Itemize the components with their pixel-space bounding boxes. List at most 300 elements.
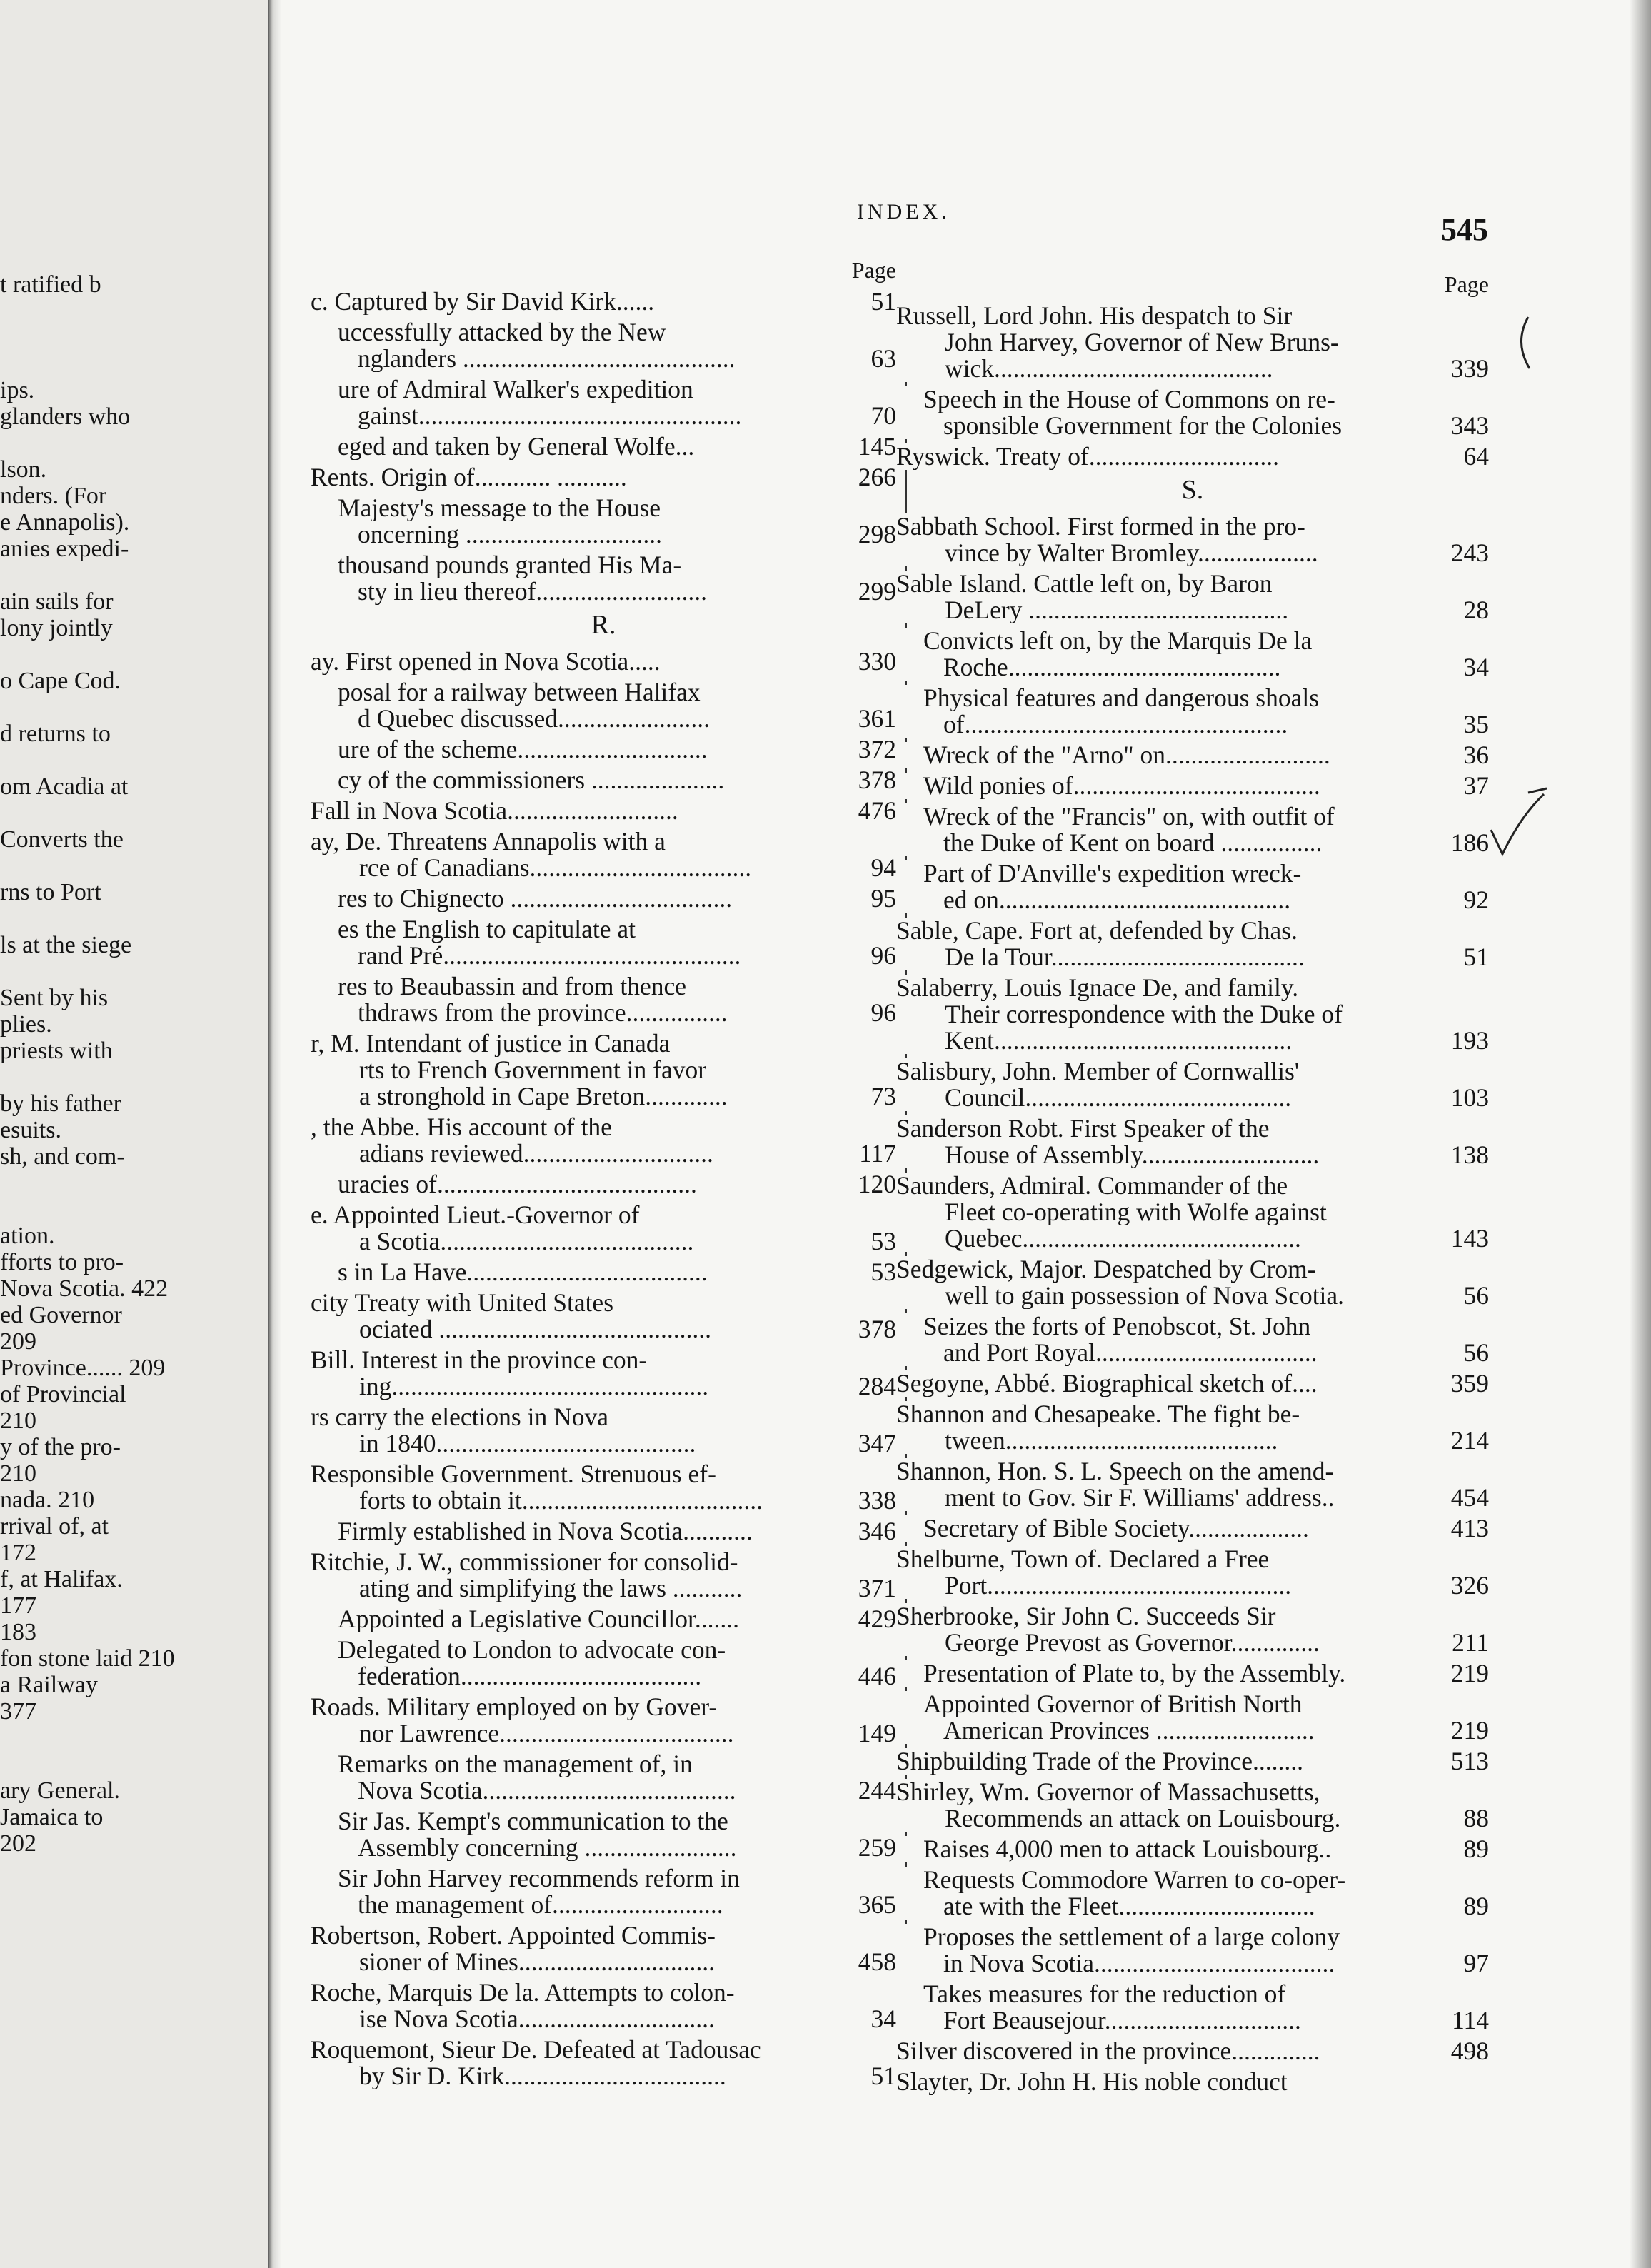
index-line-text: res to Beaubassin and from thence [338, 973, 686, 1000]
index-line-text: Convicts left on, by the Marquis De la [923, 628, 1313, 654]
index-subentry [896, 773, 1489, 799]
index-line [311, 1404, 896, 1430]
index-entry [896, 975, 1489, 1054]
index-line [311, 1228, 896, 1255]
index-line-text: res to Chignecto ................................... [338, 885, 733, 912]
index-subentry [311, 1808, 896, 1861]
index-line [896, 386, 1489, 413]
left-page-fragment-line: a Railway [0, 1672, 98, 1698]
page-reference: 346 [845, 1518, 896, 1545]
index-line-text: Wreck of the "Arno" on.......................... [923, 742, 1330, 768]
section-letter: S. [1181, 475, 1204, 505]
index-line-text: sponsible Government for the Colonies [943, 413, 1343, 439]
left-page-fragment-line: fon stone laid 210 [0, 1645, 175, 1672]
index-line-text: Sherbrooke, Sir John C. Succeeds Sir [896, 1603, 1276, 1630]
left-page-fragment-line: ls at the siege [0, 932, 132, 958]
index-line-text: Appointed a Legislative Councillor....... [338, 1606, 739, 1632]
index-line [311, 916, 896, 943]
index-line [311, 2063, 896, 2089]
index-line-text: a Scotia........................................ [359, 1228, 694, 1255]
page-edge-shadow [1630, 0, 1651, 2268]
index-entry [311, 798, 896, 824]
left-page-fragment-line: lson. [0, 456, 47, 483]
ink-check-mark [1485, 780, 1550, 865]
index-line [896, 860, 1489, 887]
index-line [896, 2069, 1489, 2095]
index-line-text: Quebec............................................ [945, 1225, 1301, 1252]
index-line [311, 2006, 896, 2032]
left-page-fragment-line: by his father [0, 1090, 121, 1117]
page-reference: 63 [845, 346, 896, 372]
index-line-text: Sedgewick, Major. Despatched by Crom- [896, 1256, 1316, 1283]
index-line-text: Shelburne, Town of. Declared a Free [896, 1546, 1270, 1572]
index-line [311, 1777, 896, 1804]
left-page-fragment-line: esuits. [0, 1117, 61, 1143]
left-page-fragment-line: Sent by his [0, 985, 109, 1011]
page-reference: 244 [845, 1777, 896, 1804]
index-line-text: Ritchie, J. W., commissioner for consolid- [311, 1549, 738, 1575]
index-line-text: federation...................................... [358, 1663, 702, 1690]
index-line [896, 654, 1489, 681]
index-line-text: sioner of Mines............................... [359, 1949, 715, 1975]
index-line [896, 1805, 1489, 1832]
left-page-fragment-line: Nova Scotia. 422 [0, 1275, 169, 1302]
index-column-left [311, 257, 896, 2094]
index-line-text: De la Tour........................................ [945, 944, 1305, 970]
index-line [311, 679, 896, 706]
page-reference: 53 [845, 1228, 896, 1255]
index-line-text: Ryswick. Treaty of.............................. [896, 443, 1280, 470]
left-page-fragment-line [0, 641, 268, 668]
left-page-fragment [0, 0, 268, 2268]
index-line [896, 1485, 1489, 1511]
index-line [896, 1691, 1489, 1717]
index-line [311, 648, 896, 675]
left-page-fragment-line [0, 1751, 268, 1777]
index-line [896, 1225, 1489, 1252]
page-reference: 298 [845, 521, 896, 548]
page-reference: 371 [845, 1575, 896, 1602]
index-line [896, 513, 1489, 540]
index-line-text: ociated ........................................... [359, 1316, 711, 1343]
index-line [896, 356, 1489, 382]
page-reference: 138 [1437, 1142, 1489, 1168]
index-line-text: of................................................... [943, 711, 1288, 738]
index-line [896, 830, 1489, 856]
index-line [311, 736, 896, 763]
index-line-text: ay, De. Threatens Annapolis with a [311, 828, 666, 855]
page-reference: 214 [1437, 1427, 1489, 1454]
index-column-right [896, 257, 1489, 2099]
index-subentry [896, 1981, 1489, 2034]
index-subentry [896, 1660, 1489, 1687]
index-line-text: Physical features and dangerous shoals [923, 685, 1320, 711]
index-line-text: e. Appointed Lieut.-Governor of [311, 1202, 640, 1228]
index-line [311, 2037, 896, 2063]
page-reference: 378 [845, 767, 896, 793]
index-line [896, 1924, 1489, 1950]
index-subentry [311, 376, 896, 429]
index-line [896, 1340, 1489, 1366]
index-line-text: Appointed Governor of British North [923, 1691, 1303, 1717]
index-line-text: nor Lawrence..................................... [359, 1720, 734, 1747]
index-line-text: House of Assembly............................ [945, 1142, 1320, 1168]
index-line-text: ment to Gov. Sir F. Williams' address.. [945, 1485, 1335, 1511]
left-page-fragment-line: priests with [0, 1038, 113, 1064]
index-line [896, 2038, 1489, 2064]
index-line [311, 1835, 896, 1861]
index-line-text: forts to obtain it...................................... [359, 1487, 763, 1514]
page-reference: 94 [845, 855, 896, 881]
left-page-fragment-line [0, 324, 268, 351]
index-subentry [896, 1691, 1489, 1744]
page-reference: 89 [1437, 1893, 1489, 1920]
index-entry [896, 2069, 1489, 2095]
page-reference: 70 [845, 403, 896, 429]
page-reference: 476 [845, 798, 896, 824]
page-reference: 361 [845, 706, 896, 732]
index-line-text: Wild ponies of....................................... [923, 773, 1320, 799]
index-line [896, 540, 1489, 566]
index-line-text: Fort Beausejour............................... [943, 2007, 1301, 2034]
index-line-text: posal for a railway between Halifax [338, 679, 701, 706]
left-page-fragment-line [0, 853, 268, 879]
index-entry [311, 1290, 896, 1343]
index-line [311, 1057, 896, 1083]
index-line [311, 706, 896, 732]
index-subentry [311, 1171, 896, 1198]
index-line-text: Fleet co-operating with Wolfe against [945, 1199, 1327, 1225]
index-line-text: s in La Have...................................... [338, 1259, 708, 1285]
index-line [896, 1748, 1489, 1775]
index-line [896, 1028, 1489, 1054]
index-entry [896, 513, 1489, 566]
index-line [311, 1892, 896, 1918]
left-page-fragment-line: of Provincial [0, 1381, 126, 1408]
left-page-text-column [0, 271, 268, 1857]
index-line [311, 1949, 896, 1975]
index-line [311, 828, 896, 855]
page-reference: 429 [845, 1606, 896, 1632]
left-page-fragment-line: nada. 210 [0, 1487, 95, 1513]
page-column-label: Page [851, 257, 896, 283]
page-reference: 186 [1437, 830, 1489, 856]
section-letter: R. [591, 610, 616, 640]
index-entry [311, 1694, 896, 1747]
index-line [311, 1259, 896, 1285]
page-reference: 103 [1437, 1085, 1489, 1111]
index-entry [311, 648, 896, 675]
index-line [896, 944, 1489, 970]
index-subentry [311, 973, 896, 1026]
page-reference: 114 [1437, 2007, 1489, 2034]
index-line-text: tween........................................... [945, 1427, 1278, 1454]
index-line [311, 1140, 896, 1167]
left-page-fragment-line: plies. [0, 1011, 52, 1038]
left-page-fragment-line: ation. [0, 1223, 55, 1249]
index-entry [896, 1546, 1489, 1599]
index-line-text: thdraws from the province................ [358, 1000, 728, 1026]
index-line [311, 1865, 896, 1892]
index-line-text: Sable Island. Cattle left on, by Baron [896, 571, 1273, 597]
index-line [896, 803, 1489, 830]
index-line [311, 1000, 896, 1026]
index-line [896, 1603, 1489, 1630]
index-line-text: ing.................................................. [359, 1373, 709, 1400]
left-page-fragment-line: 209 [0, 1328, 36, 1355]
book-gutter [268, 0, 281, 2268]
index-entry [311, 1404, 896, 1457]
index-entry [896, 1603, 1489, 1656]
index-line-text: Silver discovered in the province.............. [896, 2038, 1320, 2064]
index-entry [311, 1461, 896, 1514]
index-line [896, 2007, 1489, 2034]
index-line [896, 1001, 1489, 1028]
index-line-text: Shannon, Hon. S. L. Speech on the amend- [896, 1458, 1334, 1485]
index-line [896, 628, 1489, 654]
index-line [311, 552, 896, 578]
index-subentry [896, 386, 1489, 439]
index-line [311, 767, 896, 793]
index-line [311, 346, 896, 372]
index-line [311, 1430, 896, 1457]
index-line-text: oncerning ............................... [358, 521, 662, 548]
index-line [311, 1316, 896, 1343]
index-line [896, 1836, 1489, 1862]
index-line-text: rs carry the elections in Nova [311, 1404, 608, 1430]
index-line-text: d Quebec discussed........................ [358, 706, 710, 732]
index-entry [896, 1370, 1489, 1397]
index-line [311, 1347, 896, 1373]
left-page-fragment-line: Province...... 209 [0, 1355, 166, 1381]
index-line-text: thousand pounds granted His Ma- [338, 552, 682, 578]
left-page-fragment-line: fforts to pro- [0, 1249, 124, 1275]
index-line-text: Segoyne, Abbé. Biographical sketch of.... [896, 1370, 1318, 1397]
page-reference: 96 [845, 943, 896, 969]
index-line [311, 1487, 896, 1514]
index-entry [311, 288, 896, 315]
index-entry [896, 1779, 1489, 1832]
index-line-text: and Port Royal................................... [943, 1340, 1318, 1366]
index-line [896, 1867, 1489, 1893]
page-reference: 219 [1437, 1717, 1489, 1744]
index-line-text: ay. First opened in Nova Scotia..... [311, 648, 661, 675]
index-line [311, 1549, 896, 1575]
index-line-text: nglanders ........................................... [358, 346, 736, 372]
index-line [896, 1173, 1489, 1199]
index-line [311, 288, 896, 315]
page-reference: 88 [1437, 1805, 1489, 1832]
index-line-text: the Duke of Kent on board ................ [943, 830, 1323, 856]
page-column-label: Page [1444, 271, 1489, 297]
index-line [311, 1030, 896, 1057]
index-line [311, 1171, 896, 1198]
page-reference: 343 [1437, 413, 1489, 439]
index-subentry [311, 1637, 896, 1690]
index-line [311, 376, 896, 403]
index-subentry [311, 1259, 896, 1285]
index-subentry [311, 319, 896, 372]
page-reference: 299 [845, 578, 896, 605]
index-entry [311, 2037, 896, 2089]
left-page-fragment-line: ips. [0, 377, 35, 403]
index-line-text: American Provinces ......................... [943, 1717, 1315, 1744]
index-entry [311, 1922, 896, 1975]
index-entry [311, 1549, 896, 1602]
index-entry [311, 1980, 896, 2032]
index-entries-left [311, 288, 896, 2089]
index-subentry [311, 552, 896, 605]
index-line [311, 1518, 896, 1545]
index-line-text: Slayter, Dr. John H. His noble conduct [896, 2069, 1288, 2095]
index-line [896, 1427, 1489, 1454]
index-line-text: city Treaty with United States [311, 1290, 614, 1316]
index-line-text: Requests Commodore Warren to co-oper- [923, 1867, 1346, 1893]
index-line [311, 1637, 896, 1663]
index-entries-right [896, 303, 1489, 2095]
index-entry [896, 1256, 1489, 1309]
left-page-fragment-line: sh, and com- [0, 1143, 125, 1170]
index-subentry [311, 1865, 896, 1918]
page-reference: 513 [1437, 1748, 1489, 1775]
index-line-text: Nova Scotia........................................ [358, 1777, 736, 1804]
left-page-fragment-line: 177 [0, 1592, 36, 1619]
index-entry [896, 443, 1489, 470]
index-subentry [896, 685, 1489, 738]
page-reference: 145 [845, 433, 896, 460]
index-line-text: Salisbury, John. Member of Cornwallis' [896, 1058, 1300, 1085]
page-reference: 56 [1437, 1340, 1489, 1366]
index-line [896, 975, 1489, 1001]
page-reference: 347 [845, 1430, 896, 1457]
index-line [311, 464, 896, 491]
ink-bracket-mark [1508, 314, 1537, 371]
index-line [311, 943, 896, 969]
left-page-fragment-line: Converts the [0, 826, 124, 853]
index-line [896, 1458, 1489, 1485]
index-line-text: , the Abbe. His account of the [311, 1114, 612, 1140]
index-line-text: c. Captured by Sir David Kirk...... [311, 288, 655, 315]
page-reference: 73 [845, 1083, 896, 1110]
index-line [896, 571, 1489, 597]
index-entry [311, 1114, 896, 1167]
index-line-text: sty in lieu thereof........................... [358, 578, 708, 605]
index-line-text: ure of Admiral Walker's expedition [338, 376, 693, 403]
page-reference: 498 [1437, 2038, 1489, 2064]
index-line-text: es the English to capitulate at [338, 916, 636, 943]
index-line-text: Roads. Military employed on by Gover- [311, 1694, 718, 1720]
page-reference: 34 [1437, 654, 1489, 681]
index-entry [311, 828, 896, 881]
index-line [896, 1058, 1489, 1085]
page-reference: 51 [1437, 944, 1489, 970]
left-page-fragment-line: lony jointly [0, 615, 113, 641]
page-reference: 458 [845, 1949, 896, 1975]
index-line [311, 1606, 896, 1632]
index-line-text: Responsible Government. Strenuous ef- [311, 1461, 716, 1487]
index-subentry [311, 1518, 896, 1545]
index-line [896, 1572, 1489, 1599]
index-line [896, 918, 1489, 944]
index-entry [896, 1458, 1489, 1511]
page-reference: 193 [1437, 1028, 1489, 1054]
running-header-title: INDEX. [857, 200, 950, 224]
page-reference: 120 [845, 1171, 896, 1198]
index-line-text: Assembly concerning ........................ [358, 1835, 737, 1861]
page-reference: 378 [845, 1316, 896, 1343]
index-subentry [311, 767, 896, 793]
page-reference: 95 [845, 885, 896, 912]
page-reference: 143 [1437, 1225, 1489, 1252]
index-line [311, 403, 896, 429]
left-page-fragment-line [0, 298, 268, 324]
index-line [896, 1085, 1489, 1111]
index-line-text: Shannon and Chesapeake. The fight be- [896, 1401, 1300, 1427]
index-line [896, 1283, 1489, 1309]
index-subentry [896, 1313, 1489, 1366]
page-reference: 36 [1437, 742, 1489, 768]
page-reference: 266 [845, 464, 896, 491]
index-entry [896, 1748, 1489, 1775]
index-line [311, 973, 896, 1000]
left-page-fragment-line: 210 [0, 1408, 36, 1434]
index-line [311, 1083, 896, 1110]
index-line-text: Secretary of Bible Society................... [923, 1515, 1309, 1542]
left-page-fragment-line: om Acadia at [0, 773, 129, 800]
index-line [896, 443, 1489, 470]
index-line-text: Presentation of Plate to, by the Assembly. [923, 1660, 1346, 1687]
index-line-text: vince by Walter Bromley................... [945, 540, 1318, 566]
page-reference: 211 [1437, 1630, 1489, 1656]
page-number: 545 [1441, 212, 1488, 247]
left-page-fragment-line: nders. (For [0, 483, 107, 509]
page-reference: 37 [1437, 773, 1489, 799]
index-subentry [896, 1836, 1489, 1862]
index-line-text: cy of the commissioners ..................... [338, 767, 725, 793]
page-reference: 338 [845, 1487, 896, 1514]
index-line-text: Recommends an attack on Louisbourg. [945, 1805, 1341, 1832]
index-line [311, 798, 896, 824]
index-line [896, 887, 1489, 913]
page-reference: 219 [1437, 1660, 1489, 1687]
left-page-fragment-line: rns to Port [0, 879, 101, 905]
page-reference: 34 [845, 2006, 896, 2032]
left-page-fragment-line: 183 [0, 1619, 36, 1645]
index-line-text: Sabbath School. First formed in the pro- [896, 513, 1305, 540]
index-line-text: uccessfully attacked by the New [338, 319, 666, 346]
index-line-text: Robertson, Robert. Appointed Commis- [311, 1922, 716, 1949]
index-line-text: Majesty's message to the House [338, 495, 661, 521]
index-subentry [896, 628, 1489, 681]
index-line [896, 1981, 1489, 2007]
index-entry [311, 464, 896, 491]
page-reference: 97 [1437, 1950, 1489, 1977]
index-subentry [896, 742, 1489, 768]
page-reference: 365 [845, 1892, 896, 1918]
index-line [896, 685, 1489, 711]
index-line-text: Sanderson Robt. First Speaker of the [896, 1115, 1270, 1142]
index-line [311, 319, 896, 346]
index-line [311, 885, 896, 912]
index-line [311, 521, 896, 548]
index-line-text: Firmly established in Nova Scotia........... [338, 1518, 753, 1545]
index-subentry [896, 803, 1489, 856]
index-line [311, 1808, 896, 1835]
index-line [896, 1515, 1489, 1542]
left-page-fragment-line [0, 430, 268, 456]
index-line [896, 1717, 1489, 1744]
index-subentry [311, 679, 896, 732]
